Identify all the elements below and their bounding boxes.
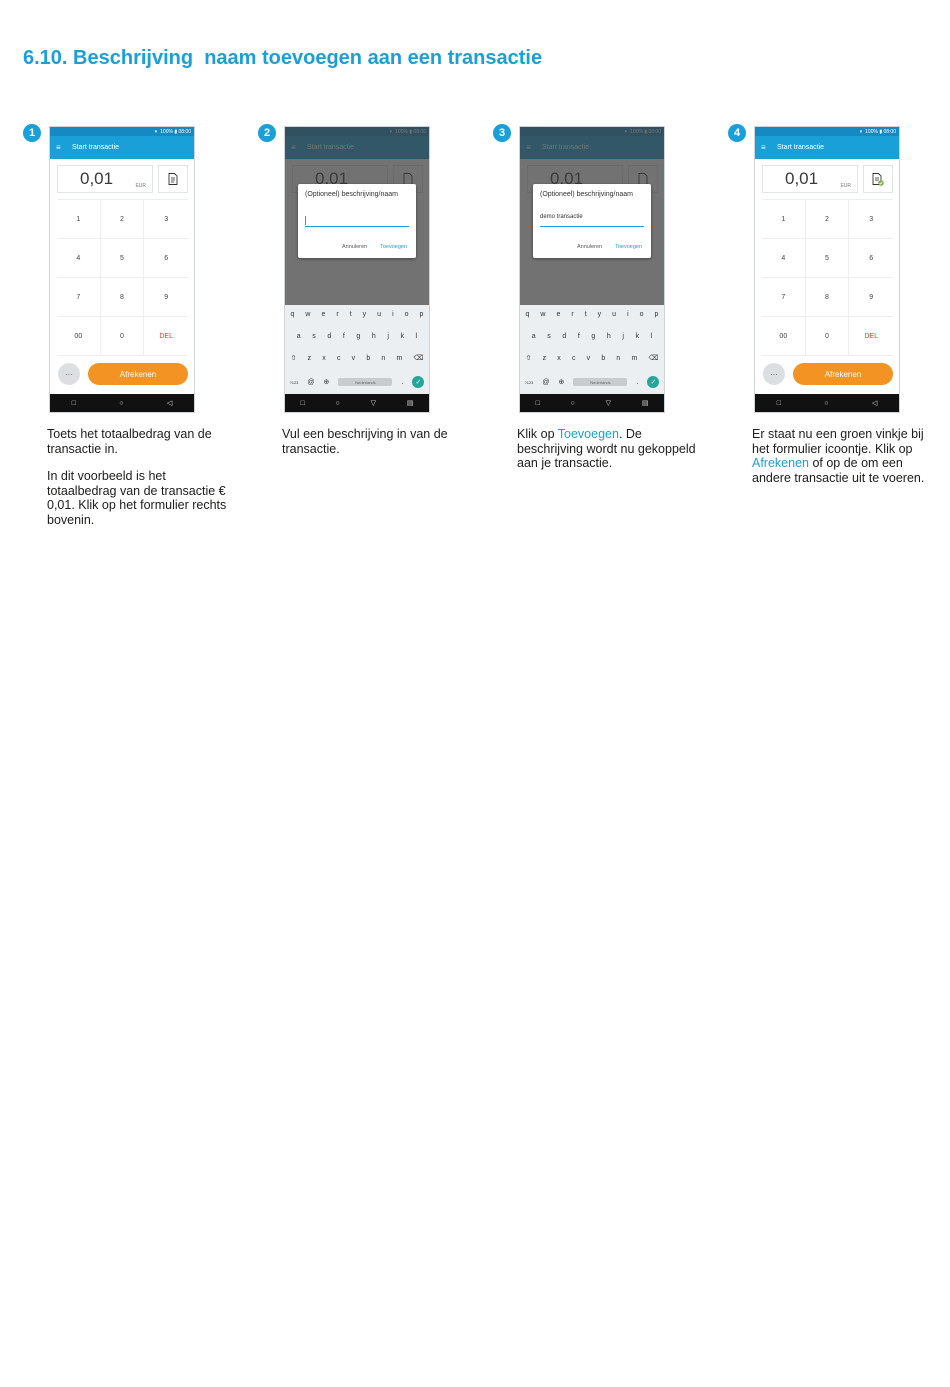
description-dialog [298, 184, 416, 258]
key-2[interactable]: 2 [101, 200, 145, 239]
numbers-key[interactable]: ?123 [289, 379, 299, 385]
key-k[interactable]: k [400, 333, 404, 340]
form-button[interactable] [863, 165, 893, 193]
key-f[interactable]: f [577, 333, 580, 340]
menu-icon[interactable]: ≡ [56, 143, 61, 152]
keyboard-row-3 [520, 354, 664, 362]
key-z[interactable]: z [307, 354, 312, 362]
document-check-icon [872, 173, 884, 186]
backspace-icon[interactable]: ⌫ [413, 355, 424, 362]
back-icon[interactable]: ◁ [166, 400, 173, 407]
key-t[interactable]: t [584, 311, 587, 318]
key-9[interactable]: 9 [144, 278, 188, 317]
keyboard-row-2 [520, 333, 664, 340]
wifi-icon: ▾ [154, 128, 158, 135]
home-icon[interactable]: ○ [824, 399, 829, 407]
key-g[interactable]: g [591, 333, 596, 340]
key-v[interactable]: v [586, 354, 591, 362]
key-b[interactable]: b [366, 354, 371, 362]
key-c[interactable]: c [571, 354, 576, 362]
period-key[interactable]: . [401, 378, 404, 386]
key-7[interactable]: 7 [762, 278, 806, 317]
key-m[interactable]: m [631, 354, 638, 362]
key-h[interactable]: h [606, 333, 611, 340]
android-nav-bar [520, 394, 664, 412]
key-1[interactable]: 1 [762, 200, 806, 239]
document-icon [168, 173, 178, 185]
status-bar [755, 127, 899, 136]
app-bar [50, 136, 194, 159]
menu-icon[interactable]: ≡ [761, 143, 766, 152]
key-p[interactable]: p [419, 311, 424, 318]
recent-apps-icon[interactable]: □ [776, 399, 781, 407]
status-text: 100% ▮ 08:00 [865, 128, 896, 135]
step-number-badge: 4 [728, 124, 746, 142]
caption-highlight: Toevoegen [557, 427, 619, 441]
globe-icon[interactable]: ⊕ [558, 379, 565, 386]
key-w[interactable]: w [305, 311, 311, 318]
recent-apps-icon[interactable]: □ [71, 399, 76, 407]
caption-paragraph: Toets het totaalbedrag van de transactie in. [47, 427, 212, 456]
key-w[interactable]: w [540, 311, 546, 318]
key-l[interactable]: l [650, 333, 653, 340]
keyboard-row-4 [285, 376, 429, 388]
key-o[interactable]: o [404, 311, 409, 318]
description-dialog [533, 184, 651, 258]
key-00[interactable]: 00 [762, 317, 806, 356]
caption-highlight: Afrekenen [752, 456, 809, 470]
keypad [762, 199, 893, 356]
key-q[interactable]: q [525, 311, 530, 318]
key-u[interactable]: u [377, 311, 382, 318]
key-00[interactable]: 00 [57, 317, 101, 356]
keyboard-icon[interactable]: ▤ [406, 400, 414, 407]
phone-screenshot [49, 126, 195, 413]
status-bar [50, 127, 194, 136]
numbers-key[interactable]: ?123 [524, 379, 534, 385]
amount-value: 0,01 [785, 169, 819, 188]
key-v[interactable]: v [351, 354, 356, 362]
key-s[interactable]: s [312, 333, 316, 340]
at-key[interactable]: @ [307, 378, 315, 386]
space-key[interactable]: Nederlands [338, 378, 392, 386]
caption-paragraph: Vul een beschrijving in van de transactie. [282, 427, 448, 456]
amount-currency: EUR [135, 183, 146, 189]
recent-apps-icon[interactable]: □ [300, 399, 305, 407]
hide-keyboard-icon[interactable]: ▽ [370, 400, 377, 407]
key-e[interactable]: e [556, 311, 561, 318]
phone-screenshot [519, 126, 665, 413]
key-q[interactable]: q [290, 311, 295, 318]
key-z[interactable]: z [542, 354, 547, 362]
app-bar [755, 136, 899, 159]
key-0[interactable]: 0 [806, 317, 850, 356]
description-input[interactable]: demo transactie [540, 214, 644, 227]
key-x[interactable]: x [322, 354, 326, 362]
phone-screenshot [284, 126, 430, 413]
key-8[interactable]: 8 [806, 278, 850, 317]
key-a[interactable]: a [296, 333, 301, 340]
key-3[interactable]: 3 [849, 200, 893, 239]
keyboard-row-2 [285, 333, 429, 340]
key-s[interactable]: s [547, 333, 551, 340]
key-b[interactable]: b [601, 354, 606, 362]
key-7[interactable]: 7 [57, 278, 101, 317]
step-caption [517, 427, 697, 484]
enter-check-icon[interactable]: ✓ [647, 376, 659, 388]
key-o[interactable]: o [639, 311, 644, 318]
key-r[interactable]: r [336, 311, 339, 318]
add-button[interactable]: Toevoegen [380, 244, 407, 250]
status-text: 100% ▮ 08:00 [160, 128, 191, 135]
period-key[interactable]: . [636, 378, 639, 386]
keypad [57, 199, 188, 356]
key-9[interactable]: 9 [849, 278, 893, 317]
amount-currency: EUR [840, 183, 851, 189]
key-y[interactable]: y [597, 311, 602, 318]
key-4[interactable]: 4 [762, 239, 806, 278]
key-1[interactable]: 1 [57, 200, 101, 239]
enter-check-icon[interactable]: ✓ [412, 376, 424, 388]
add-button[interactable]: Toevoegen [615, 244, 642, 250]
keyboard-icon[interactable]: ▤ [641, 400, 649, 407]
pay-button[interactable]: Afrekenen [88, 363, 188, 385]
key-l[interactable]: l [415, 333, 418, 340]
key-u[interactable]: u [612, 311, 617, 318]
key-x[interactable]: x [557, 354, 561, 362]
app-bar-title: Start transactie [72, 144, 120, 151]
app-bar-title: Start transactie [777, 144, 825, 151]
key-c[interactable]: c [336, 354, 341, 362]
caption-paragraph [752, 427, 932, 485]
shift-icon[interactable]: ⇧ [290, 355, 297, 362]
key-delete[interactable]: DEL [849, 317, 893, 356]
caption-text: Klik op [517, 427, 558, 441]
more-button[interactable]: ··· [763, 363, 785, 385]
key-y[interactable]: y [362, 311, 367, 318]
on-screen-keyboard [285, 305, 429, 394]
key-8[interactable]: 8 [101, 278, 145, 317]
key-i[interactable]: i [627, 311, 629, 318]
key-d[interactable]: d [562, 333, 567, 340]
step-caption [282, 427, 462, 469]
key-f[interactable]: f [342, 333, 345, 340]
step-1 [23, 124, 227, 544]
step-caption [752, 427, 932, 498]
key-h[interactable]: h [371, 333, 376, 340]
space-key[interactable]: Nederlands [573, 378, 627, 386]
step-3 [493, 124, 696, 544]
on-screen-keyboard [520, 305, 664, 394]
amount-display [57, 165, 153, 193]
step-number-badge: 1 [23, 124, 41, 142]
caption-paragraph [517, 427, 697, 471]
description-input[interactable] [305, 214, 409, 227]
step-number-badge: 2 [258, 124, 276, 142]
backspace-icon[interactable]: ⌫ [648, 355, 659, 362]
recent-apps-icon[interactable]: □ [535, 399, 540, 407]
phone-screenshot [754, 126, 900, 413]
hide-keyboard-icon[interactable]: ▽ [605, 400, 612, 407]
at-key[interactable]: @ [542, 378, 550, 386]
caption-text: . De beschrijving wordt nu gekoppeld aan je transactie. [517, 427, 696, 470]
step-2 [258, 124, 458, 544]
key-delete[interactable]: DEL [144, 317, 188, 356]
step-number-badge: 3 [493, 124, 511, 142]
key-j[interactable]: j [387, 333, 389, 340]
key-p[interactable]: p [654, 311, 659, 318]
home-icon[interactable]: ○ [119, 399, 124, 407]
android-nav-bar [50, 394, 194, 412]
key-r[interactable]: r [571, 311, 574, 318]
dialog-title: (Optioneel) beschrijving/naam [305, 191, 398, 198]
key-m[interactable]: m [396, 354, 403, 362]
keyboard-row-3 [285, 354, 429, 362]
key-2[interactable]: 2 [806, 200, 850, 239]
shift-icon[interactable]: ⇧ [525, 355, 532, 362]
home-icon[interactable]: ○ [570, 399, 575, 407]
key-5[interactable]: 5 [101, 239, 145, 278]
step-caption [47, 427, 227, 540]
step-4 [728, 124, 928, 544]
android-nav-bar [285, 394, 429, 412]
key-3[interactable]: 3 [144, 200, 188, 239]
caption-text: Er staat nu een groen vinkje bij het formulier icoontje. Klik op [752, 427, 924, 456]
text-cursor [305, 216, 306, 225]
key-n[interactable]: n [616, 354, 621, 362]
key-6[interactable]: 6 [849, 239, 893, 278]
keyboard-row-1 [285, 311, 429, 318]
home-icon[interactable]: ○ [335, 399, 340, 407]
key-k[interactable]: k [635, 333, 639, 340]
wifi-icon: ▾ [859, 128, 863, 135]
key-0[interactable]: 0 [101, 317, 145, 356]
more-button[interactable]: ··· [58, 363, 80, 385]
keyboard-row-1 [520, 311, 664, 318]
caption-paragraph: In dit voorbeeld is het totaalbedrag van de transactie € 0,01. Klik op het formulier rechts bovenin. [47, 469, 227, 527]
key-a[interactable]: a [531, 333, 536, 340]
key-n[interactable]: n [381, 354, 386, 362]
key-d[interactable]: d [327, 333, 332, 340]
key-5[interactable]: 5 [806, 239, 850, 278]
key-4[interactable]: 4 [57, 239, 101, 278]
key-j[interactable]: j [622, 333, 624, 340]
key-e[interactable]: e [321, 311, 326, 318]
page-title: 6.10. Beschrijving naam toevoegen aan een transactie [23, 47, 543, 69]
key-t[interactable]: t [349, 311, 352, 318]
form-button[interactable] [158, 165, 188, 193]
back-icon[interactable]: ◁ [871, 400, 878, 407]
key-i[interactable]: i [392, 311, 394, 318]
globe-icon[interactable]: ⊕ [323, 379, 330, 386]
caption-text: of op de om een andere transactie uit te voeren. [752, 456, 925, 485]
pay-button[interactable]: Afrekenen [793, 363, 893, 385]
amount-display [762, 165, 858, 193]
keyboard-row-4 [520, 376, 664, 388]
dialog-title: (Optioneel) beschrijving/naam [540, 191, 633, 198]
cancel-button[interactable]: Annuleren [342, 244, 368, 250]
key-g[interactable]: g [356, 333, 361, 340]
cancel-button[interactable]: Annuleren [577, 244, 603, 250]
amount-value: 0,01 [80, 169, 114, 188]
android-nav-bar [755, 394, 899, 412]
key-6[interactable]: 6 [144, 239, 188, 278]
